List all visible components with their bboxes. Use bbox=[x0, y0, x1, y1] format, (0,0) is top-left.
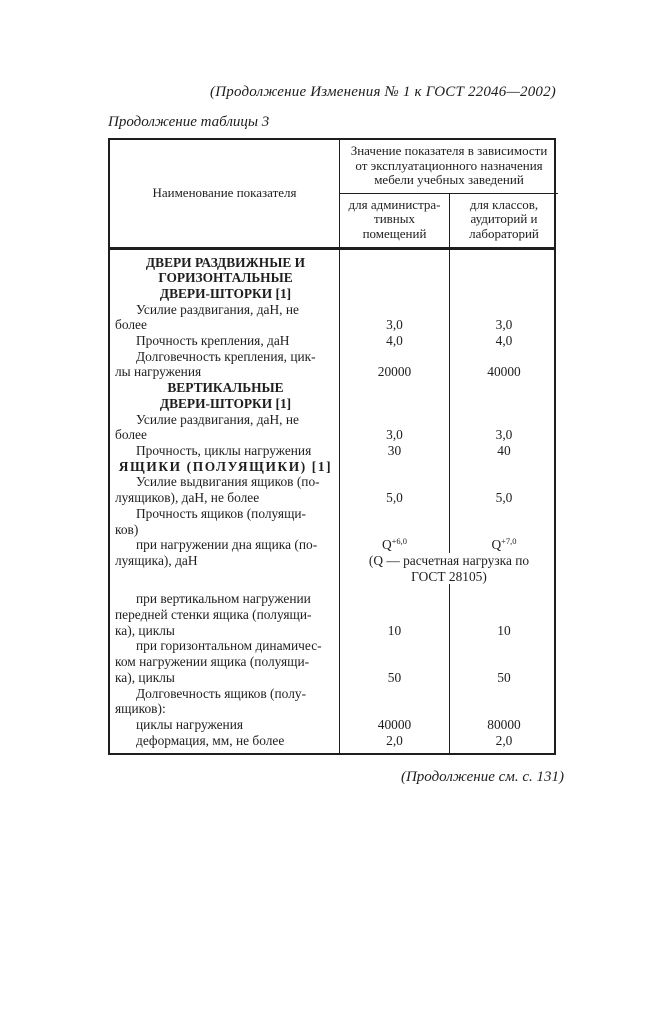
value-cell: 50 bbox=[339, 670, 449, 686]
value-cell bbox=[339, 459, 449, 475]
value-cell bbox=[449, 302, 558, 318]
table-row bbox=[110, 364, 554, 380]
indicator-name-cell: ящиков): bbox=[115, 701, 166, 717]
value-cell bbox=[339, 349, 449, 365]
table-row bbox=[110, 396, 554, 412]
value-cell bbox=[449, 474, 558, 490]
indicator-name-cell: деформация, мм, не более bbox=[136, 732, 285, 748]
table-row bbox=[110, 317, 554, 333]
value-cell bbox=[339, 302, 449, 318]
value-cell bbox=[449, 701, 558, 717]
value-cell bbox=[449, 286, 558, 302]
indicator-name-cell: ка), циклы bbox=[115, 669, 175, 685]
document-page bbox=[108, 83, 564, 786]
table-row bbox=[110, 270, 554, 286]
value-cell: 30 bbox=[339, 443, 449, 459]
table-row bbox=[110, 591, 554, 607]
value-cell bbox=[339, 522, 449, 538]
value-cell: 80000 bbox=[449, 717, 558, 733]
value-cell: $Q^{+6,0}$ bbox=[339, 537, 449, 553]
indicator-name-cell: лы нагружения bbox=[115, 364, 202, 380]
table-row bbox=[110, 717, 554, 733]
indicator-name-cell: ГОРИЗОНТАЛЬНЫЕ bbox=[158, 270, 293, 286]
value-cell: $Q^{+7,0}$ bbox=[449, 537, 558, 553]
value-cell bbox=[449, 412, 558, 428]
indicator-name-cell: при горизонтальном динамичес- bbox=[136, 638, 322, 654]
table-row bbox=[110, 302, 554, 318]
indicator-name-cell bbox=[110, 748, 339, 753]
value-cell: 3,0 bbox=[449, 317, 558, 333]
table-row bbox=[110, 427, 554, 443]
table-row bbox=[110, 412, 554, 428]
value-cell bbox=[339, 506, 449, 522]
indicators-table bbox=[108, 138, 556, 755]
value-cell: 3,0 bbox=[449, 427, 558, 443]
indicator-name-cell bbox=[110, 569, 339, 585]
table-header bbox=[110, 140, 554, 250]
header-line: от эксплуатационного назначения bbox=[355, 157, 543, 173]
header-line: для классов, bbox=[469, 196, 539, 212]
continuation-note: (Продолжение см. с. 131) bbox=[400, 769, 564, 786]
value-cell bbox=[449, 459, 558, 475]
value-cell: 40 bbox=[449, 443, 558, 459]
table-row bbox=[110, 506, 554, 522]
value-cell bbox=[339, 748, 449, 753]
table-row bbox=[110, 638, 554, 654]
value-cell bbox=[449, 349, 558, 365]
value-cell bbox=[449, 654, 558, 670]
superscript-tolerance: +7,0 bbox=[501, 536, 517, 547]
value-cell bbox=[339, 255, 449, 271]
value-cell: 50 bbox=[449, 670, 558, 686]
indicator-name-cell: при вертикальном нагружении bbox=[136, 591, 311, 607]
table-row bbox=[110, 686, 554, 702]
spanning-note-cell: (Q — расчетная нагрузка по bbox=[339, 553, 558, 569]
table-row bbox=[110, 654, 554, 670]
value-cell bbox=[339, 412, 449, 428]
value-cell bbox=[339, 474, 449, 490]
indicator-name-cell: Прочность, циклы нагружения bbox=[136, 443, 312, 458]
table-row bbox=[110, 349, 554, 365]
indicator-name-cell: передней стенки ящика (полуящи- bbox=[115, 607, 312, 623]
header-line: лабораторий bbox=[469, 225, 539, 241]
indicator-name-cell: циклы нагружения bbox=[136, 716, 244, 732]
value-cell: 5,0 bbox=[449, 490, 558, 506]
spanning-note-cell: ГОСТ 28105) bbox=[339, 569, 558, 585]
column-group-header-values bbox=[339, 140, 558, 194]
value-cell bbox=[339, 591, 449, 607]
amendment-note: (Продолжение Изменения № 1 к ГОСТ 22046—2002) bbox=[210, 84, 556, 100]
value-cell: 2,0 bbox=[449, 733, 558, 749]
indicator-name-cell: Прочность крепления, даН bbox=[136, 333, 290, 349]
value-cell bbox=[449, 591, 558, 607]
value-cell: 3,0 bbox=[339, 317, 449, 333]
indicator-name-cell: Долговечность ящиков (полу- bbox=[136, 685, 307, 701]
value-cell bbox=[449, 396, 558, 412]
value-cell: 10 bbox=[449, 623, 558, 639]
indicator-name-cell: ка), циклы bbox=[115, 622, 175, 638]
value-cell bbox=[449, 270, 558, 286]
header-line: аудиторий и bbox=[470, 211, 538, 227]
column-header-indicator-name: Наименование показателя bbox=[152, 185, 297, 201]
indicator-name-cell: Усилие раздвигания, даН, не bbox=[136, 411, 299, 427]
indicator-name-cell: Прочность ящиков (полуящи- bbox=[136, 505, 307, 521]
indicator-name-cell: ДВЕРИ-ШТОРКИ [1] bbox=[159, 395, 292, 411]
indicator-name-cell: Долговечность крепления, цик- bbox=[136, 348, 316, 364]
header-line: мебели учебных заведений bbox=[374, 172, 524, 188]
value-cell: 3,0 bbox=[339, 427, 449, 443]
superscript-tolerance: +6,0 bbox=[391, 536, 408, 547]
value-cell bbox=[449, 584, 558, 591]
value-cell: 40000 bbox=[449, 364, 558, 380]
indicator-name-cell: луящика), даН bbox=[115, 552, 198, 568]
indicator-name-cell: ДВЕРИ-ШТОРКИ [1] bbox=[159, 285, 292, 301]
value-cell: 40000 bbox=[339, 717, 449, 733]
value-cell: 20000 bbox=[339, 364, 449, 380]
value-cell bbox=[339, 270, 449, 286]
indicator-name-cell: Усилие выдвигания ящиков (по- bbox=[136, 474, 320, 490]
value-cell: 4,0 bbox=[339, 333, 449, 349]
value-cell: 5,0 bbox=[339, 490, 449, 506]
value-cell bbox=[449, 380, 558, 396]
value-cell: 10 bbox=[339, 623, 449, 639]
indicator-name-cell: ков) bbox=[115, 521, 139, 537]
indicator-name-cell bbox=[110, 584, 339, 591]
table-row bbox=[110, 443, 554, 459]
table-row bbox=[110, 286, 554, 302]
table-row bbox=[110, 670, 554, 686]
header-line: помещений bbox=[362, 225, 427, 241]
value-cell: 4,0 bbox=[449, 333, 558, 349]
table-caption: Продолжение таблицы 3 bbox=[108, 114, 270, 130]
value-cell bbox=[449, 686, 558, 702]
table-row bbox=[110, 623, 554, 639]
table-row bbox=[110, 490, 554, 506]
value-cell bbox=[339, 584, 449, 591]
indicator-name-cell: более bbox=[115, 427, 147, 443]
table-row bbox=[110, 522, 554, 538]
indicator-name-cell: ДВЕРИ РАЗДВИЖНЫЕ И bbox=[145, 254, 306, 270]
value-cell bbox=[339, 396, 449, 412]
value-cell bbox=[449, 522, 558, 538]
table-row bbox=[110, 733, 554, 749]
value-cell bbox=[449, 255, 558, 271]
indicator-name-cell: ВЕРТИКАЛЬНЫЕ bbox=[167, 380, 284, 396]
value-cell bbox=[339, 380, 449, 396]
table-row bbox=[110, 255, 554, 271]
table-row bbox=[110, 537, 554, 553]
table-row bbox=[110, 701, 554, 717]
table-row bbox=[110, 380, 554, 396]
header-line: для администра- bbox=[348, 196, 441, 212]
value-cell: 2,0 bbox=[339, 733, 449, 749]
indicator-name-cell: более bbox=[115, 317, 147, 333]
header-line: Значение показателя в зависимости bbox=[350, 143, 548, 158]
value-cell bbox=[339, 654, 449, 670]
indicator-name-cell: луящиков), даН, не более bbox=[115, 490, 260, 506]
value-cell bbox=[339, 286, 449, 302]
value-cell bbox=[449, 638, 558, 654]
indicator-name-cell: Усилие раздвигания, даН, не bbox=[136, 301, 299, 317]
table-row bbox=[110, 459, 554, 475]
column-header-administrative bbox=[339, 194, 449, 247]
value-cell bbox=[449, 607, 558, 623]
indicator-name-cell: при нагружении дна ящика (по- bbox=[136, 537, 318, 553]
indicator-name-cell: ком нагружении ящика (полуящи- bbox=[115, 654, 310, 670]
table-body bbox=[110, 250, 554, 754]
header-line: тивных bbox=[374, 211, 415, 227]
value-cell bbox=[339, 638, 449, 654]
table-row bbox=[110, 474, 554, 490]
value-cell bbox=[449, 506, 558, 522]
value-cell bbox=[339, 686, 449, 702]
table-row bbox=[110, 569, 554, 585]
value-cell bbox=[339, 607, 449, 623]
value-cell bbox=[339, 701, 449, 717]
column-header-classrooms bbox=[449, 194, 558, 247]
table-row bbox=[110, 333, 554, 349]
table-row bbox=[110, 553, 554, 569]
indicator-name-cell: ЯЩИКИ (ПОЛУЯЩИКИ) [1] bbox=[118, 458, 333, 474]
table-row bbox=[110, 607, 554, 623]
table-row bbox=[110, 584, 554, 591]
spacer-row bbox=[110, 748, 554, 753]
value-cell bbox=[449, 748, 558, 753]
